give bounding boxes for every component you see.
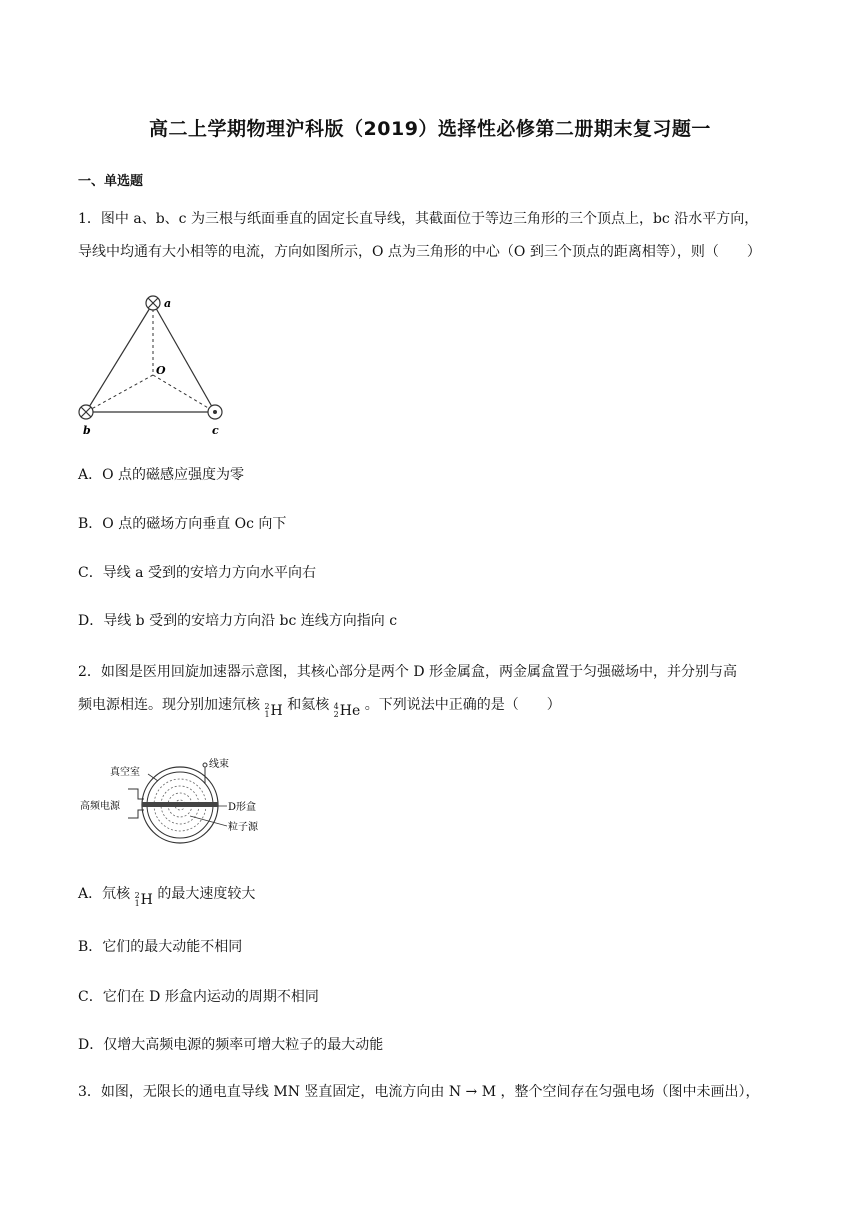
question-1-stem (78, 203, 790, 269)
question-2-stem (78, 656, 790, 728)
q1-option-a: A．O 点的磁感应强度为零 (78, 467, 245, 483)
wire-a-icon (146, 296, 160, 310)
question-3-line-1: 3．如图，无限长的通电直导线 MN 竖直固定，电流方向由 N → M ，整个空间存在匀强电场（图中未画出）， (78, 1084, 760, 1100)
q1-option-d: D．导线 b 受到的安培力方向沿 bc 连线方向指向 c (78, 613, 398, 629)
q2-option-d: D．仅增大高频电源的频率可增大粒子的最大动能 (78, 1037, 384, 1053)
cyclotron-figure (80, 756, 260, 856)
page-title: 高二上学期物理沪科版（2019）选择性必修第二册期末复习题一 (149, 118, 711, 140)
triangle-wires-figure (74, 290, 234, 440)
section-heading: 一、单选题 (78, 174, 144, 189)
q2-option-b: B．它们的最大动能不相同 (78, 939, 243, 955)
label-dbox: D形盒 (228, 802, 257, 813)
question-1-line-1: 1．图中 a、b、c 为三根与纸面垂直的固定长直导线，其截面位于等边三角形的三个顶点上，bc 沿水平方向， (78, 211, 759, 227)
q2-option-c: C．它们在 D 形盒内运动的周期不相同 (78, 989, 319, 1005)
deuterium-symbol-option: 2 1 H (134, 891, 153, 908)
label-source: 粒子源 (228, 822, 258, 833)
deuterium-symbol: 2 1 H (264, 702, 283, 719)
label-a: a (164, 297, 172, 310)
label-c: c (212, 424, 219, 437)
label-beam: 线束 (209, 759, 229, 770)
question-1-line-2: 导线中均通有大小相等的电流，方向如图所示，O 点为三角形的中心（O 到三个顶点的距离相等），则（ ） (78, 244, 761, 260)
question-2-line-2: 频电源相连。现分别加速氘核 2 1 H 和氦核 4 2 He 。下列说法中正确的是（ ） (78, 689, 790, 728)
helium-symbol: 4 2 He (333, 702, 361, 719)
q1-option-c: C．导线 a 受到的安培力方向水平向右 (78, 565, 316, 581)
q1-option-b: B．O 点的磁场方向垂直 Oc 向下 (78, 516, 287, 532)
label-o: O (156, 364, 166, 377)
q2-option-a: A．氘核 2 1 H 的最大速度较大 (78, 886, 256, 908)
label-vacuum: 真空室 (110, 767, 140, 778)
label-power: 高频电源 (80, 801, 120, 812)
wire-b-icon (79, 405, 93, 419)
wire-c-icon (208, 405, 222, 419)
question-2-line-1: 2．如图是医用回旋加速器示意图，其核心部分是两个 D 形金属盒，两金属盒置于匀强磁场中，并分别与高 (78, 664, 738, 680)
label-b: b (83, 424, 91, 437)
